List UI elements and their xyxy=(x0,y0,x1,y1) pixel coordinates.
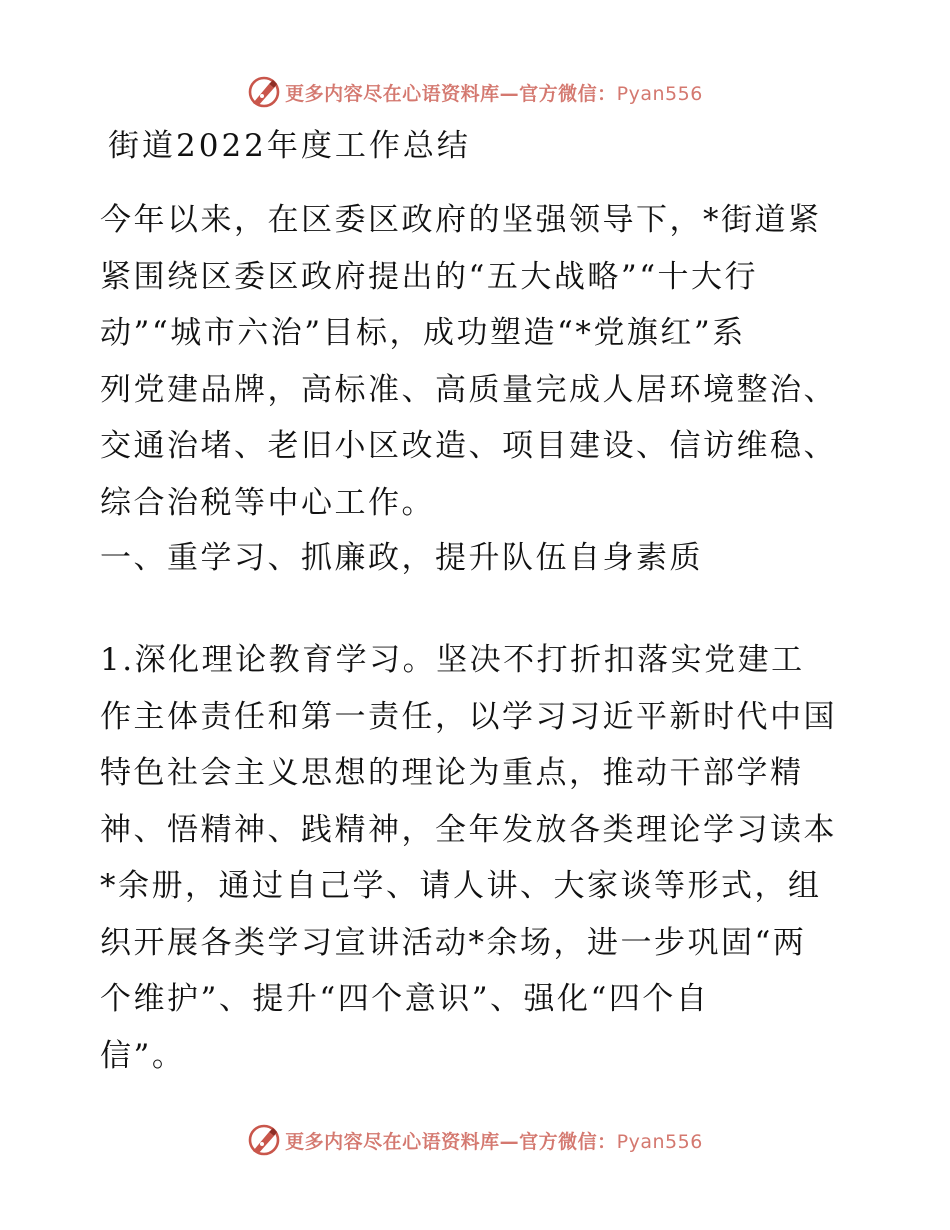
paragraph-line: 紧围绕区委区政府提出的“五大战略”“十大行 xyxy=(100,258,759,295)
watermark-header xyxy=(0,72,950,112)
watermark-wechat-id: Pyan556 xyxy=(616,82,703,105)
paragraph-line: 作主体责任和第一责任，以学习习近平新时代中国 xyxy=(100,698,837,735)
paragraph-line: 列党建品牌，高标准、高质量完成人居环境整治、 xyxy=(100,371,837,408)
watermark-text: 更多内容尽在心语资料库—官方微信： xyxy=(285,82,617,105)
paragraph-line: 神、悟精神、践精神，全年发放各类理论学习读本 xyxy=(100,811,837,848)
section-heading-text: 一、重学习、抓廉政，提升队伍自身素质 xyxy=(100,540,703,576)
paragraph-line: 特色社会主义思想的理论为重点，推动干部学精 xyxy=(100,755,804,791)
paragraph-line: 今年以来，在区委区政府的坚强领导下，*街道紧 xyxy=(100,202,822,238)
watermark-footer xyxy=(0,1120,950,1160)
item-1-paragraph xyxy=(100,632,860,1084)
document-title: 街道2022年度工作总结 xyxy=(108,128,471,164)
paragraph-line: 动”“城市六治”目标，成功塑造“*党旗红”系 xyxy=(100,315,746,351)
watermark-wechat-id: Pyan556 xyxy=(616,1130,703,1153)
paragraph-line: 综合治税等中心工作。 xyxy=(100,484,435,521)
watermark-text: 更多内容尽在心语资料库—官方微信： xyxy=(285,1130,617,1153)
paragraph-line: 织开展各类学习宣讲活动*余场，进一步巩固“两 xyxy=(100,924,807,961)
paragraph-line: 个维护”、提升“四个意识”、强化“四个自 xyxy=(100,981,710,1017)
paragraph-line: *余册，通过自己学、请人讲、大家谈等形式，组 xyxy=(100,868,822,904)
paragraph-line: 信”。 xyxy=(100,1037,186,1074)
paragraph-line: 1.深化理论教育学习。坚决不打折扣落实党建工 xyxy=(100,642,805,678)
pen-nib-logo-icon xyxy=(247,1123,281,1157)
pen-nib-logo-icon xyxy=(247,75,281,109)
paragraph-line: 交通治堵、老旧小区改造、项目建设、信访维稳、 xyxy=(100,428,837,464)
section-1-heading xyxy=(100,530,860,587)
intro-paragraph xyxy=(100,192,860,531)
